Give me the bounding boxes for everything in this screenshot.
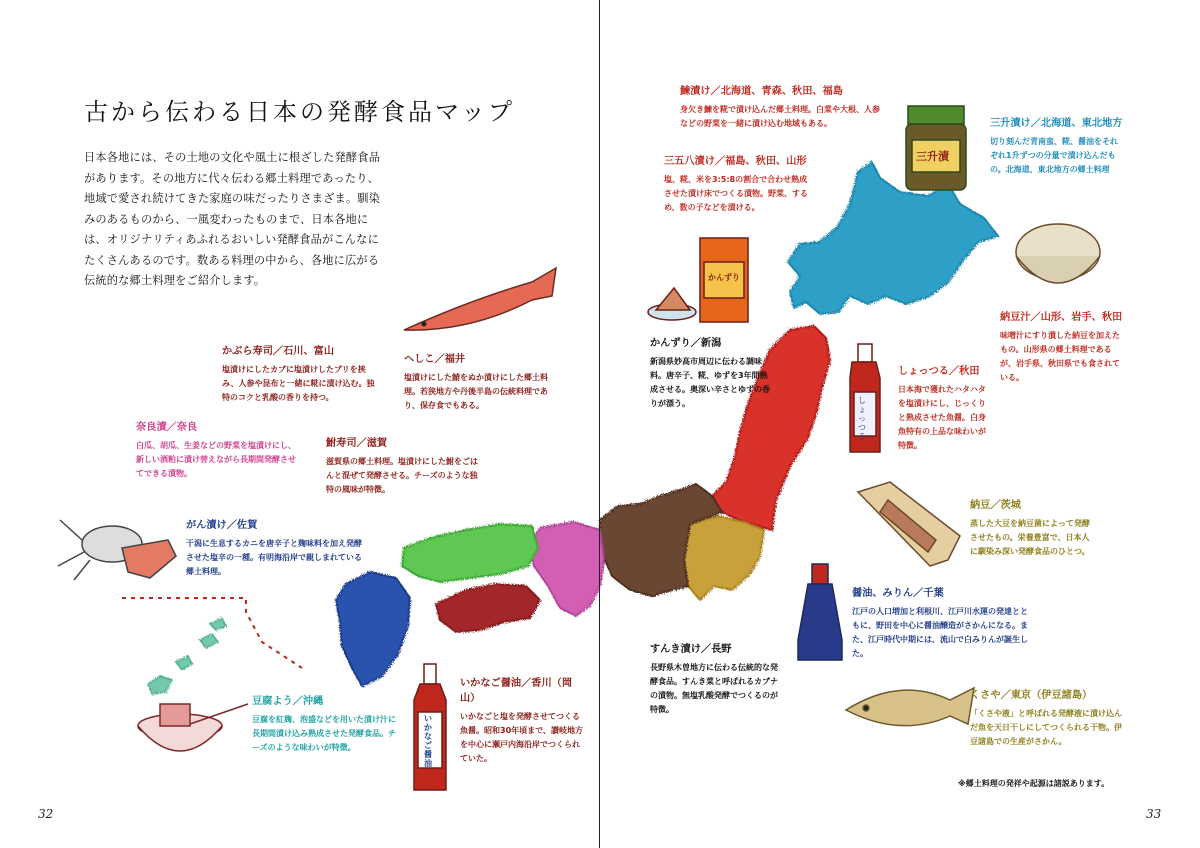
page-gutter	[599, 0, 600, 848]
entry-nishinzuke	[680, 84, 880, 131]
crab-illustration	[58, 520, 176, 580]
entry-body: 切り刻んだ青南蛮、糀、醤油をそれぞれ1升ずつの分量で漬け込んだもの。北海道、東北地方の郷土料理	[990, 137, 1118, 174]
entry-title: 豆腐よう／沖縄	[252, 696, 324, 707]
entry-natto	[970, 498, 1096, 559]
entry-title: かんずり／新潟	[650, 338, 722, 349]
entry-body: 塩、糀、米を3:5:8の割合で合わせ熟成させた漬け床でつくる漬物。野菜、するめ、数の子などを漬ける。	[664, 175, 808, 212]
soy-sauce-bottle-illustration	[798, 564, 842, 660]
kusaya-fish-illustration	[846, 688, 974, 726]
region-shikoku	[436, 584, 540, 632]
ikanago-bottle-label-text: いかなご醤油	[424, 714, 432, 768]
entry-body: 長野県木曽地方に伝わる伝統的な発酵食品。すんき菜と呼ばれるカブナの漬物。無塩乳酸発酵でつくるのが特徴。	[650, 663, 778, 714]
entry-sugukizuke	[650, 642, 780, 717]
entry-body: いかなごと塩を発酵させてつくる魚醤。昭和30年頃まで、讃岐地方を中心に瀬戸内海沿岸でつくられていた。	[460, 712, 583, 763]
entry-title: 三五八漬け／福島、秋田、山形	[664, 156, 807, 167]
shottsuru-bottle-label-text: しょっつる	[858, 396, 866, 441]
entry-title: かぶら寿司／石川、富山	[222, 346, 335, 357]
entry-heshiko	[404, 352, 556, 413]
entry-kusaya	[970, 688, 1124, 749]
heshiko-fish-illustration	[404, 268, 556, 330]
entry-tofuyo	[252, 694, 400, 755]
entry-funazushi	[326, 436, 478, 497]
page-number-right: 33	[1146, 807, 1162, 821]
nattojiru-bowl-illustration	[1016, 224, 1100, 283]
page-title: 古から伝わる日本の発酵食品マップ	[84, 98, 516, 126]
entry-body: 塩漬けにしたカブに塩漬けしたブリを挟み、人参や昆布と一緒に糀に漬け込む。独特のコクと乳酸の香りを持つ。	[222, 365, 375, 402]
entry-body: 干潟に生息するカニを唐辛子と麹味料を加え発酵させた塩辛の一種。有明海沿岸で親しまれている郷土料理。	[186, 539, 362, 576]
entry-body: 豆腐を紅麹、泡盛などを用いた漬け汁に長期間漬け込み熟成させた発酵食品。チーズのような味わいが特徴。	[252, 715, 396, 752]
entry-body: 江戸の人口増加と利根川、江戸川水運の発達とともに、野田を中心に醤油醸造がさかんになる。また、江戸時代中期には、流山で白みりんが誕生した。	[852, 607, 1028, 658]
entry-ganzuke	[186, 518, 362, 579]
kanzuri-jar-label-text: かんずり	[708, 273, 740, 282]
entry-title: 三升漬け／北海道、東北地方	[990, 118, 1123, 129]
entry-shottsuru	[898, 364, 990, 453]
entry-body: 蒸した大豆を納豆菌によって発酵させたもの。栄養豊富で、日本人に馴染み深い発酵食品のひとつ。	[970, 519, 1090, 556]
entry-body: 滋賀県の郷土料理。塩漬けにした鮒をごはんと混ぜて発酵させる。チーズのような独特の風味が特徴。	[326, 457, 478, 494]
entry-title: くさや／東京（伊豆諸島）	[970, 690, 1093, 701]
entry-body: 白瓜、胡瓜、生姜などの野菜を塩漬けにし、新しい酒粕に漬け替えながら長期間発酵させてできる漬物。	[136, 441, 296, 478]
entry-ikanago	[460, 676, 586, 766]
footnote: ※郷土料理の発祥や起源は諸説あります。	[958, 779, 1110, 788]
entry-sangohachi	[664, 154, 812, 215]
entry-body: 「くさや液」と呼ばれる発酵液に漬け込んだ魚を天日干しにしてつくられる干物。伊豆諸島での生産がさかん。	[970, 709, 1122, 746]
entry-body: 身欠き鰊を糀で漬け込んだ郷土料理。白菜や大根、人参などの野菜を一緒に漬け込む地域もある。	[680, 105, 880, 128]
region-okinawa	[148, 618, 226, 694]
region-kanto	[684, 516, 764, 600]
entry-title: 納豆汁／山形、岩手、秋田	[1000, 312, 1123, 323]
sanshozuke-jar-label-text: 三升漬	[916, 150, 949, 163]
natto-straw-illustration	[858, 482, 960, 566]
entry-title: 鰊漬け／北海道、青森、秋田、福島	[680, 86, 843, 97]
intro-paragraph: 日本各地には、その土地の文化や風土に根ざした発酵食品があります。その地方に代々伝わる郷土料理であったり、地域で愛され続けてきた家庭の味だったりさまざま。馴染みのあるものから、一風変わったものまで、日本各地には、オリジナリティあふれるおいしい発酵食品がこんなにたくさんあるのです。数ある料理の中から、各地に広がる伝統的な郷土料理をご紹介します。	[84, 151, 381, 287]
page-number-left: 32	[38, 807, 54, 821]
entry-title: 奈良漬／奈良	[136, 422, 198, 433]
entry-body: 味噌汁にすり潰した納豆を加えたもの。山形県の郷土料理であるが、岩手県、秋田県でも食されている。	[1000, 331, 1120, 382]
entry-title: すんき漬け／長野	[650, 644, 732, 655]
entry-title: へしこ／福井	[404, 354, 466, 365]
entry-title: 納豆／茨城	[970, 500, 1021, 511]
entry-title: 醤油、みりん／千葉	[852, 588, 944, 599]
entry-kaburazushi	[222, 344, 382, 405]
entry-narazuke	[136, 420, 296, 481]
entry-title: いかなご醤油／香川（岡山）	[460, 678, 573, 704]
okinawa-boundary-line	[122, 598, 302, 668]
entry-body: 新潟県妙高市周辺に伝わる調味料。唐辛子、糀、ゆずを3年間熟成させる。奥深い辛さとゆずの香りが漂う。	[650, 357, 770, 408]
entry-body: 塩漬けにした鯖をぬか漬けにした郷土料理。若狭地方や丹後半島の伝統料理であり、保存食でもある。	[404, 373, 548, 410]
entry-sanshozuke	[990, 116, 1123, 177]
region-kyushu	[336, 572, 410, 686]
tofuyo-bowl-illustration	[138, 704, 248, 751]
entry-title: 鮒寿司／滋賀	[326, 438, 388, 449]
entry-nattojiru	[1000, 310, 1126, 385]
entry-shoyu	[852, 586, 1030, 661]
entry-title: がん漬け／佐賀	[186, 520, 258, 531]
entry-kanzuri	[650, 336, 770, 411]
entry-body: 日本海で獲れたハタハタを塩漬けにし、じっくりと熟成させた魚醤。白身魚特有の上品な味わいが特徴。	[898, 385, 986, 450]
region-kansai	[530, 522, 604, 616]
region-chugoku	[402, 524, 538, 582]
entry-title: しょっつる／秋田	[898, 366, 980, 377]
